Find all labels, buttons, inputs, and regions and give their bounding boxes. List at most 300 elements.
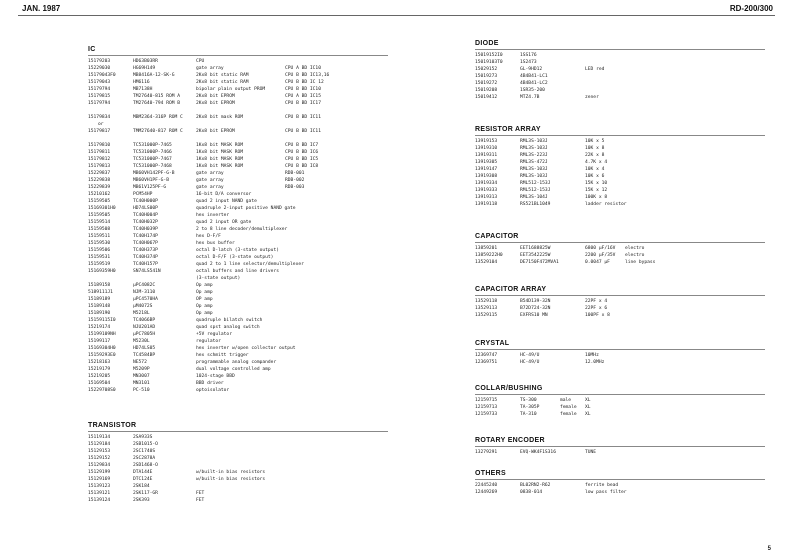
table-cell: CPU B BD IC6 [285, 150, 319, 155]
rotary-encoder-section [475, 437, 765, 456]
table-cell: 15159530 [88, 241, 111, 246]
table-cell: CPU B BD IC8 [285, 164, 319, 169]
table-cell: RML3S-103J [520, 167, 548, 172]
table-cell: RS521BL1049 [520, 202, 551, 207]
table-cell: low pass filter [585, 490, 627, 495]
table-row [88, 469, 388, 476]
table-cell: w/built-in bias resistors [196, 470, 266, 475]
table-row [88, 205, 388, 212]
table-row [88, 212, 388, 219]
table-cell: 2SD1468-O [133, 463, 158, 468]
table-cell: MBM2364-316P ROM C [133, 115, 183, 120]
table-cell: BL02RN2-R62 [520, 483, 551, 488]
ic-table [88, 58, 388, 394]
table-row [88, 275, 388, 282]
section-title: COLLAR/BUSHING [475, 385, 543, 392]
table-row [88, 303, 388, 310]
table-cell: programmable analog compander [196, 360, 277, 365]
table-cell: line bypass [625, 260, 656, 265]
table-cell: TC40H067P [133, 241, 158, 246]
table-cell: GL-9HD12 [520, 67, 543, 72]
table-cell: 15169301H0 [88, 206, 116, 211]
table-cell: 2SB1015-O [133, 442, 158, 447]
table-cell: 22445240 [475, 483, 498, 488]
table-cell: 15229708S0 [88, 388, 116, 393]
table-cell: 22PF x 4 [585, 299, 608, 304]
table-row [88, 191, 388, 198]
table-row [475, 80, 765, 87]
table-cell: 2Kx8 bit static RAM [196, 73, 249, 78]
table-row [88, 380, 388, 387]
table-cell: electro [625, 253, 645, 258]
table-row [88, 149, 388, 156]
table-cell: CPU [196, 59, 205, 64]
table-cell: 13919310 [475, 146, 498, 151]
table-cell: XL [585, 398, 591, 403]
table-cell: HC-49/U [520, 360, 540, 365]
table-cell: 15159115I0 [88, 318, 116, 323]
table-row [88, 72, 388, 79]
table-row [475, 404, 765, 411]
table-row [475, 449, 765, 456]
table-cell: 15129152 [88, 456, 111, 461]
section-rule [475, 135, 765, 136]
table-row [475, 138, 765, 145]
table-row [88, 86, 388, 93]
section-title: TRANSISTOR [88, 422, 137, 429]
table-cell: RML512-153J [520, 188, 551, 193]
table-cell: 15129834 [88, 463, 111, 468]
table-cell: 15K x 10 [585, 181, 608, 186]
table-cell: 2SK117-GR [133, 491, 158, 496]
table-cell: PC-510 [133, 388, 150, 393]
table-cell: gate array [196, 185, 224, 190]
table-cell: 12369751 [475, 360, 498, 365]
table-cell: octal D-latch (3-state output) [196, 248, 279, 253]
table-cell: 13859201 [475, 246, 498, 251]
table-cell: 15179812 [88, 157, 111, 162]
resistor-array-table [475, 138, 765, 208]
table-cell: MB7138H [133, 87, 153, 92]
table-cell: 15169359H0 [88, 269, 116, 274]
table-cell: 13919153 [475, 139, 498, 144]
table-row [475, 66, 765, 73]
table-cell: 100K x 8 [585, 195, 608, 200]
table-cell: 15019152I0 [475, 53, 503, 58]
table-cell: 13919308 [475, 174, 498, 179]
table-cell: TUNE [585, 450, 597, 455]
table-cell: bipolar plain output PROM [196, 87, 266, 92]
table-row [88, 366, 388, 373]
table-cell: 10K x 6 [585, 174, 605, 179]
page-number: 5 [767, 546, 771, 552]
table-cell: 13279291 [475, 450, 498, 455]
table-cell: B72D724-32N [520, 306, 551, 311]
table-row [88, 331, 388, 338]
table-cell: M5230L [133, 339, 150, 344]
section-rule [475, 242, 765, 243]
table-cell: NJM-3110 [133, 290, 156, 295]
table-cell: OP amp [196, 297, 213, 302]
table-cell: 6800 μF/16V [585, 246, 616, 251]
table-cell: 15029152 [475, 67, 498, 72]
collar-bushing-section [475, 385, 765, 418]
table-cell: 15179810 [88, 143, 111, 148]
table-cell: 1Kx8 bit MASK ROM [196, 150, 244, 155]
table-cell: TA-305P [520, 405, 540, 410]
table-row [475, 166, 765, 173]
section-rule [475, 349, 765, 350]
table-row [475, 94, 765, 101]
diode-table [475, 52, 765, 101]
table-cell: quadruple bilatch switch [196, 318, 263, 323]
table-cell: LED red [585, 67, 605, 72]
table-cell: 5189111J1 [88, 290, 113, 295]
table-cell: 15179043F0 [88, 73, 116, 78]
table-row [88, 387, 388, 394]
table-cell: CPU A BD IC10 [285, 66, 321, 71]
table-cell: HD74LS00P [133, 206, 158, 211]
table-cell: 22K x 8 [585, 153, 605, 158]
table-row [475, 87, 765, 94]
table-cell: MTZ4.7B [520, 95, 540, 100]
table-cell: dual voltage controlled amp [196, 367, 271, 372]
table-cell: 15159531 [88, 255, 111, 260]
table-cell: RML3S-103J [520, 146, 548, 151]
table-cell: 4B4B41-LC1 [520, 74, 548, 79]
table-cell: EET1688825W [520, 246, 551, 251]
table-cell: FET [196, 491, 205, 496]
table-cell: female [560, 412, 577, 417]
table-cell: 15179811 [88, 150, 111, 155]
table-cell: 15019103T0 [475, 60, 503, 65]
table-cell: RML3S-103J [520, 139, 548, 144]
table-row [88, 198, 388, 205]
table-cell: 1S2473 [520, 60, 537, 65]
table-cell: 13919147 [475, 167, 498, 172]
table-cell: 13919333 [475, 188, 498, 193]
table-row [475, 489, 765, 496]
table-cell: CPU B BD IC10 [285, 87, 321, 92]
table-cell: TC4584BP [133, 353, 156, 358]
table-cell: gate array [196, 171, 224, 176]
table-cell: 15179794 [88, 101, 111, 106]
table-cell: DE7150F472MVA1 [520, 260, 559, 265]
table-cell: CPU B BD IC13,16 [285, 73, 330, 78]
table-cell: zener [585, 95, 599, 100]
table-cell: octal D-F/F (3-state output) [196, 255, 274, 260]
table-cell: μPC4570HA [133, 297, 158, 302]
table-cell: SN74LS541N [133, 269, 161, 274]
table-cell: 15179203 [88, 59, 111, 64]
table-cell: DTA144E [133, 470, 153, 475]
table-cell: 0.0047 μF [585, 260, 610, 265]
ic-section [88, 46, 388, 394]
table-row [88, 338, 388, 345]
table-row [88, 107, 388, 114]
table-cell: FET [196, 498, 205, 503]
table-row [88, 261, 388, 268]
section-title: DIODE [475, 40, 499, 47]
others-section [475, 470, 765, 496]
table-cell: 4B4B41-LC2 [520, 81, 548, 86]
section-rule [475, 446, 765, 447]
collar-bushing-table [475, 397, 765, 418]
table-cell: TC531000P-7466 [133, 150, 172, 155]
table-cell: 15199117 [88, 339, 111, 344]
table-cell: 15189148 [88, 304, 111, 309]
table-row [88, 142, 388, 149]
transistor-table [88, 434, 388, 504]
table-cell: EET3542225W [520, 253, 551, 258]
table-cell: RDB-001 [285, 171, 305, 176]
others-table [475, 482, 765, 496]
section-rule [475, 295, 765, 296]
table-row [88, 184, 388, 191]
table-cell: 15179817 [88, 129, 111, 134]
table-row [88, 100, 388, 107]
table-cell: 0838-014 [520, 490, 543, 495]
table-cell: 15129199 [88, 470, 111, 475]
table-cell: 13529115 [475, 313, 498, 318]
table-row [475, 305, 765, 312]
table-cell: 15218163 [88, 360, 111, 365]
table-cell: RML3S-104J [520, 195, 548, 200]
table-cell: 13529113 [475, 306, 498, 311]
table-cell: 15189158 [88, 283, 111, 288]
table-cell: 15159505 [88, 213, 111, 218]
table-cell: HD74LS05 [133, 346, 156, 351]
table-cell: TC4066BP [133, 318, 156, 323]
crystal-section [475, 340, 765, 366]
table-cell: TS-300 [520, 398, 537, 403]
table-cell: 15159293E0 [88, 353, 116, 358]
section-title: ROTARY ENCODER [475, 437, 545, 444]
table-cell: BBD driver [196, 381, 224, 386]
table-cell: regulator [196, 339, 221, 344]
table-row [475, 194, 765, 201]
table-cell: 15199109NH [88, 332, 116, 337]
table-cell: 12.0MHz [585, 360, 605, 365]
table-row [88, 240, 388, 247]
table-cell: hex D-F/F [196, 234, 221, 239]
table-row [88, 434, 388, 441]
table-cell: male [560, 398, 572, 403]
table-cell: quad 2 input OR gate [196, 220, 252, 225]
table-cell: hex inverter [196, 213, 230, 218]
table-row [475, 187, 765, 194]
table-row [475, 152, 765, 159]
table-cell: Op amp [196, 283, 213, 288]
table-cell: TC40H374P [133, 255, 158, 260]
table-cell: TA-310 [520, 412, 537, 417]
table-cell: 15210162 [88, 192, 111, 197]
table-cell: RDB-002 [285, 178, 305, 183]
table-cell: 13919118 [475, 202, 498, 207]
table-cell: TC531000P-7468 [133, 164, 172, 169]
table-cell: 15159508 [88, 227, 111, 232]
table-row [475, 312, 765, 319]
table-row [88, 177, 388, 184]
table-row [88, 296, 388, 303]
table-cell: MB8416A-12-SK-G [133, 73, 175, 78]
table-row [88, 490, 388, 497]
table-cell: 15139121 [88, 491, 111, 496]
section-title: CRYSTAL [475, 340, 510, 347]
section-title: OTHERS [475, 470, 506, 477]
table-cell: optoisolator [196, 388, 230, 393]
table-row [88, 93, 388, 100]
table-cell: MB60VH142PF-G-B [133, 171, 175, 176]
table-cell: XL [585, 412, 591, 417]
table-cell: MN3101 [133, 381, 150, 386]
header-rule [18, 15, 775, 16]
table-cell: 12159715 [475, 398, 498, 403]
table-cell: MN3007 [133, 374, 150, 379]
table-cell: 22PF x 6 [585, 306, 608, 311]
table-cell: ferrite bead [585, 483, 619, 488]
diode-section [475, 40, 765, 101]
table-row [88, 219, 388, 226]
table-cell: 2 to 8 line decoder/demultiplexer [196, 227, 288, 232]
table-cell: TC531000P-7465 [133, 143, 172, 148]
table-cell: RML3S-103J [520, 174, 548, 179]
table-cell: 15119134 [88, 435, 111, 440]
table-cell: w/built-in bias resistors [196, 477, 266, 482]
table-cell: 100PF x 8 [585, 313, 610, 318]
table-row [475, 352, 765, 359]
table-cell: 15159506 [88, 248, 111, 253]
table-cell: octal buffers and line drivers [196, 269, 279, 274]
table-row [88, 441, 388, 448]
table-cell: HC-49/U [520, 353, 540, 358]
table-cell: 15019412 [475, 95, 498, 100]
table-cell: 15179815 [88, 94, 111, 99]
section-title: CAPACITOR [475, 233, 519, 240]
table-cell: RML3S-223J [520, 153, 548, 158]
table-cell: hex bus buffer [196, 241, 235, 246]
table-row [475, 59, 765, 66]
table-row [88, 345, 388, 352]
table-cell: 10MHz [585, 353, 599, 358]
table-cell: TC40H174P [133, 234, 158, 239]
table-cell: quad 2 input NAND gate [196, 199, 257, 204]
table-row [88, 156, 388, 163]
table-cell: 1Kx8 bit MASK ROM [196, 164, 244, 169]
header-model: RD-200/300 [729, 4, 773, 13]
table-cell: hex schmitt trigger [196, 353, 249, 358]
table-cell: CPU A BD IC15 [285, 94, 321, 99]
section-title: IC [88, 46, 96, 53]
table-row [88, 282, 388, 289]
table-row [475, 298, 765, 305]
crystal-table [475, 352, 765, 366]
table-cell: RDB-003 [285, 185, 305, 190]
table-cell: quadruple 2-input positive NAND gate [196, 206, 296, 211]
table-cell: 15229838 [88, 178, 111, 183]
table-cell: NE572 [133, 360, 147, 365]
table-cell: CPU B BD IC11 [285, 129, 321, 134]
table-cell: CPU B BD IC 12 [285, 80, 324, 85]
table-row [475, 52, 765, 59]
table-cell: EXFRS10 MN [520, 313, 548, 318]
table-cell: 15K x 12 [585, 188, 608, 193]
table-cell: 15179794 [88, 87, 111, 92]
table-row [88, 135, 388, 142]
table-cell: 1SR35-200 [520, 88, 545, 93]
table-row [88, 114, 388, 121]
table-cell: 10K x 4 [585, 167, 605, 172]
table-row [88, 163, 388, 170]
table-row [475, 245, 765, 252]
table-row [88, 79, 388, 86]
table-cell: 12159713 [475, 405, 498, 410]
table-cell: hex inverter w/open collector output [196, 346, 296, 351]
table-cell: TC40H157P [133, 262, 158, 267]
table-cell: 15159514 [88, 220, 111, 225]
table-cell: gate array [196, 178, 224, 183]
table-cell: 2SA933S [133, 435, 153, 440]
table-cell: CPU B BD IC11 [285, 115, 321, 120]
table-cell: 2SK184 [133, 484, 150, 489]
table-cell: +5V regulator [196, 332, 232, 337]
table-cell: 15169504 [88, 381, 111, 386]
table-row [475, 173, 765, 180]
table-cell: 2200 μF/35V [585, 253, 616, 258]
table-row [88, 268, 388, 275]
table-cell: HM6116 [133, 80, 150, 85]
table-cell: CPU B BD IC7 [285, 143, 319, 148]
table-cell: MB60VH1PF-G-B [133, 178, 169, 183]
table-cell: 1Kx8 bit MASK ROM [196, 157, 244, 162]
table-cell: 15129169 [88, 477, 111, 482]
table-row [88, 448, 388, 455]
table-cell: M5218L [133, 311, 150, 316]
table-row [88, 170, 388, 177]
table-row [88, 289, 388, 296]
table-cell: 15019272 [475, 81, 498, 86]
table-cell: TC40H004P [133, 213, 158, 218]
table-cell: gate array [196, 66, 224, 71]
table-row [475, 201, 765, 208]
table-cell: 15219174 [88, 325, 111, 330]
table-cell: electro [625, 246, 645, 251]
table-cell: 10K x 5 [585, 139, 605, 144]
table-cell: TC40H373P [133, 248, 158, 253]
resistor-array-section [475, 126, 765, 208]
table-row [475, 73, 765, 80]
table-row [88, 128, 388, 135]
table-cell: MB61V125PF-G [133, 185, 167, 190]
table-row [475, 180, 765, 187]
table-cell: female [560, 405, 577, 410]
table-cell: 15019273 [475, 74, 498, 79]
table-cell: TC40H032P [133, 220, 158, 225]
table-cell: 15139124 [88, 498, 111, 503]
capacitor-section [475, 233, 765, 266]
rotary-encoder-table [475, 449, 765, 456]
table-row [88, 58, 388, 65]
table-cell: 15179834 [88, 115, 111, 120]
table-row [475, 397, 765, 404]
table-cell: 2Kx8 bit mask ROM [196, 115, 244, 120]
table-cell: 2Kx8 bit static RAM [196, 80, 249, 85]
table-cell: 15159519 [88, 262, 111, 267]
table-cell: 15219179 [88, 367, 111, 372]
table-cell: 15229030 [88, 66, 111, 71]
table-cell: 15019208 [475, 88, 498, 93]
capacitor-array-section [475, 286, 765, 319]
